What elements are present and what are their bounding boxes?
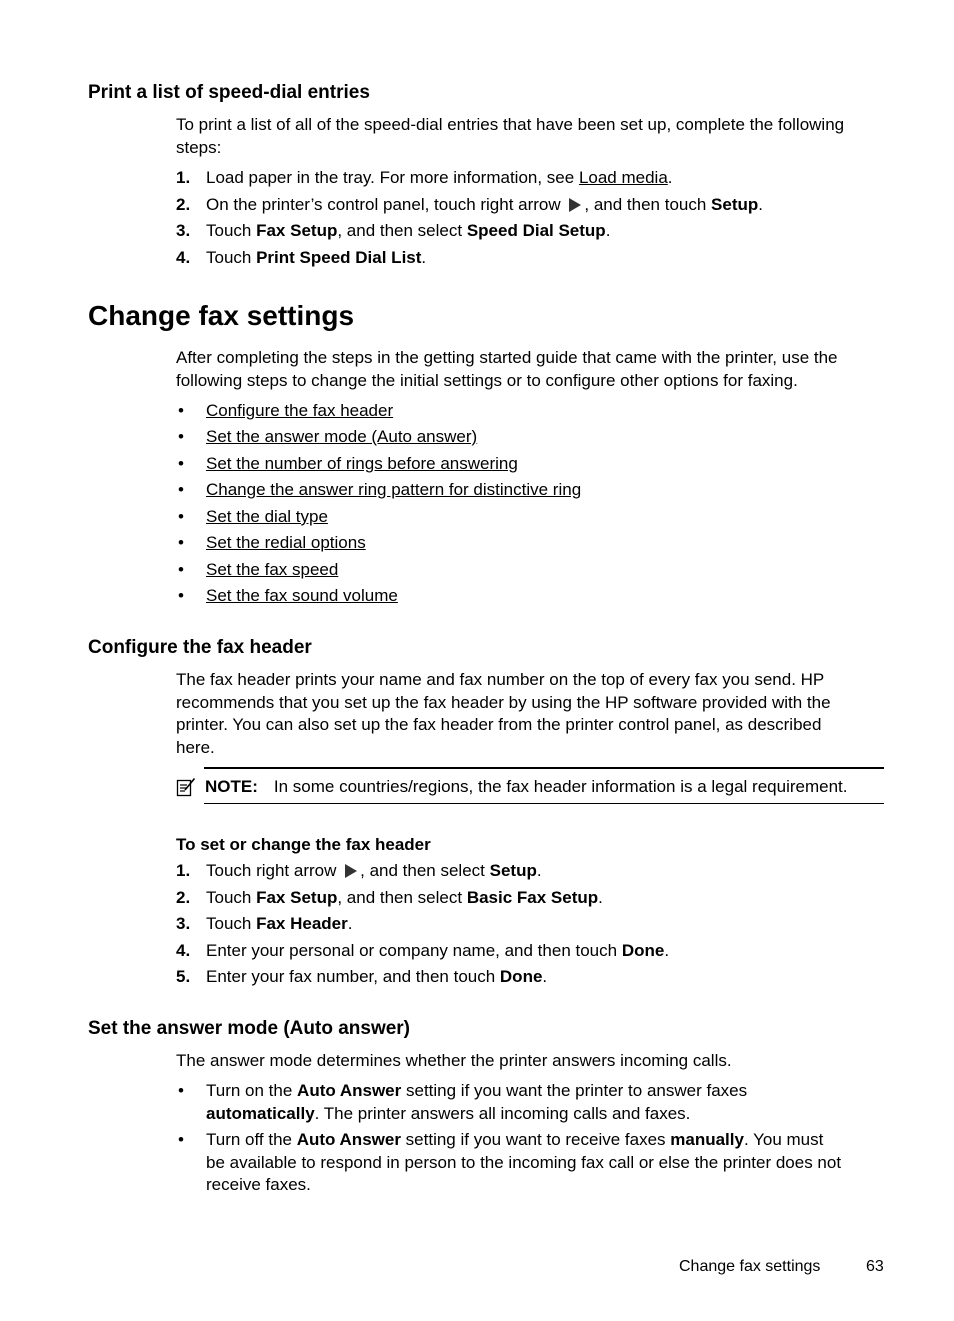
procedure-title: To set or change the fax header: [176, 835, 431, 854]
note-bottom-rule: [204, 803, 884, 804]
note-row: [205, 776, 847, 799]
note-text: In some countries/regions, the fax header information is a legal requirement.: [273, 777, 848, 796]
note-icon: [176, 777, 196, 797]
speed-dial-intro: To print a list of all of the speed-dial entries that have been set up, complete the following steps:: [176, 115, 845, 157]
link-redial-options[interactable]: Set the redial options: [206, 533, 366, 552]
note-label: NOTE:: [205, 777, 258, 796]
link-fax-speed[interactable]: Set the fax speed: [206, 560, 339, 579]
note-top-rule: [204, 767, 884, 769]
footer-section-name: Change fax settings: [679, 1258, 821, 1275]
load-media-link[interactable]: Load media: [578, 168, 668, 187]
page-number: 63: [866, 1258, 884, 1275]
link-rings-before-answering[interactable]: Set the number of rings before answering: [206, 454, 518, 473]
link-distinctive-ring[interactable]: Change the answer ring pattern for distinctive ring: [206, 480, 582, 499]
chapter-title: Change fax settings: [88, 300, 355, 331]
section-heading-answer-mode: Set the answer mode (Auto answer): [88, 1018, 411, 1039]
link-answer-mode[interactable]: Set the answer mode (Auto answer): [206, 427, 478, 446]
link-fax-sound-volume[interactable]: Set the fax sound volume: [206, 586, 398, 605]
section-heading-fax-header: Configure the fax header: [88, 637, 312, 658]
section-heading-speed-dial: Print a list of speed-dial entries: [88, 82, 370, 103]
right-arrow-icon: [345, 864, 357, 878]
fax-header-para: The fax header prints your name and fax number on the top of every fax you send. HP recommends that you set up the fax header by using the HP software provided with the printer. You can also set up the fax header from the printer control panel, as described here.: [176, 670, 831, 757]
link-configure-fax-header[interactable]: Configure the fax header: [206, 401, 394, 420]
right-arrow-icon: [569, 198, 581, 212]
chapter-intro: After completing the steps in the getting started guide that came with the printer, use the following steps to change the initial settings or to configure other options for faxing.: [176, 348, 838, 390]
link-dial-type[interactable]: Set the dial type: [206, 507, 328, 526]
answer-mode-intro: The answer mode determines whether the printer answers incoming calls.: [176, 1051, 732, 1070]
